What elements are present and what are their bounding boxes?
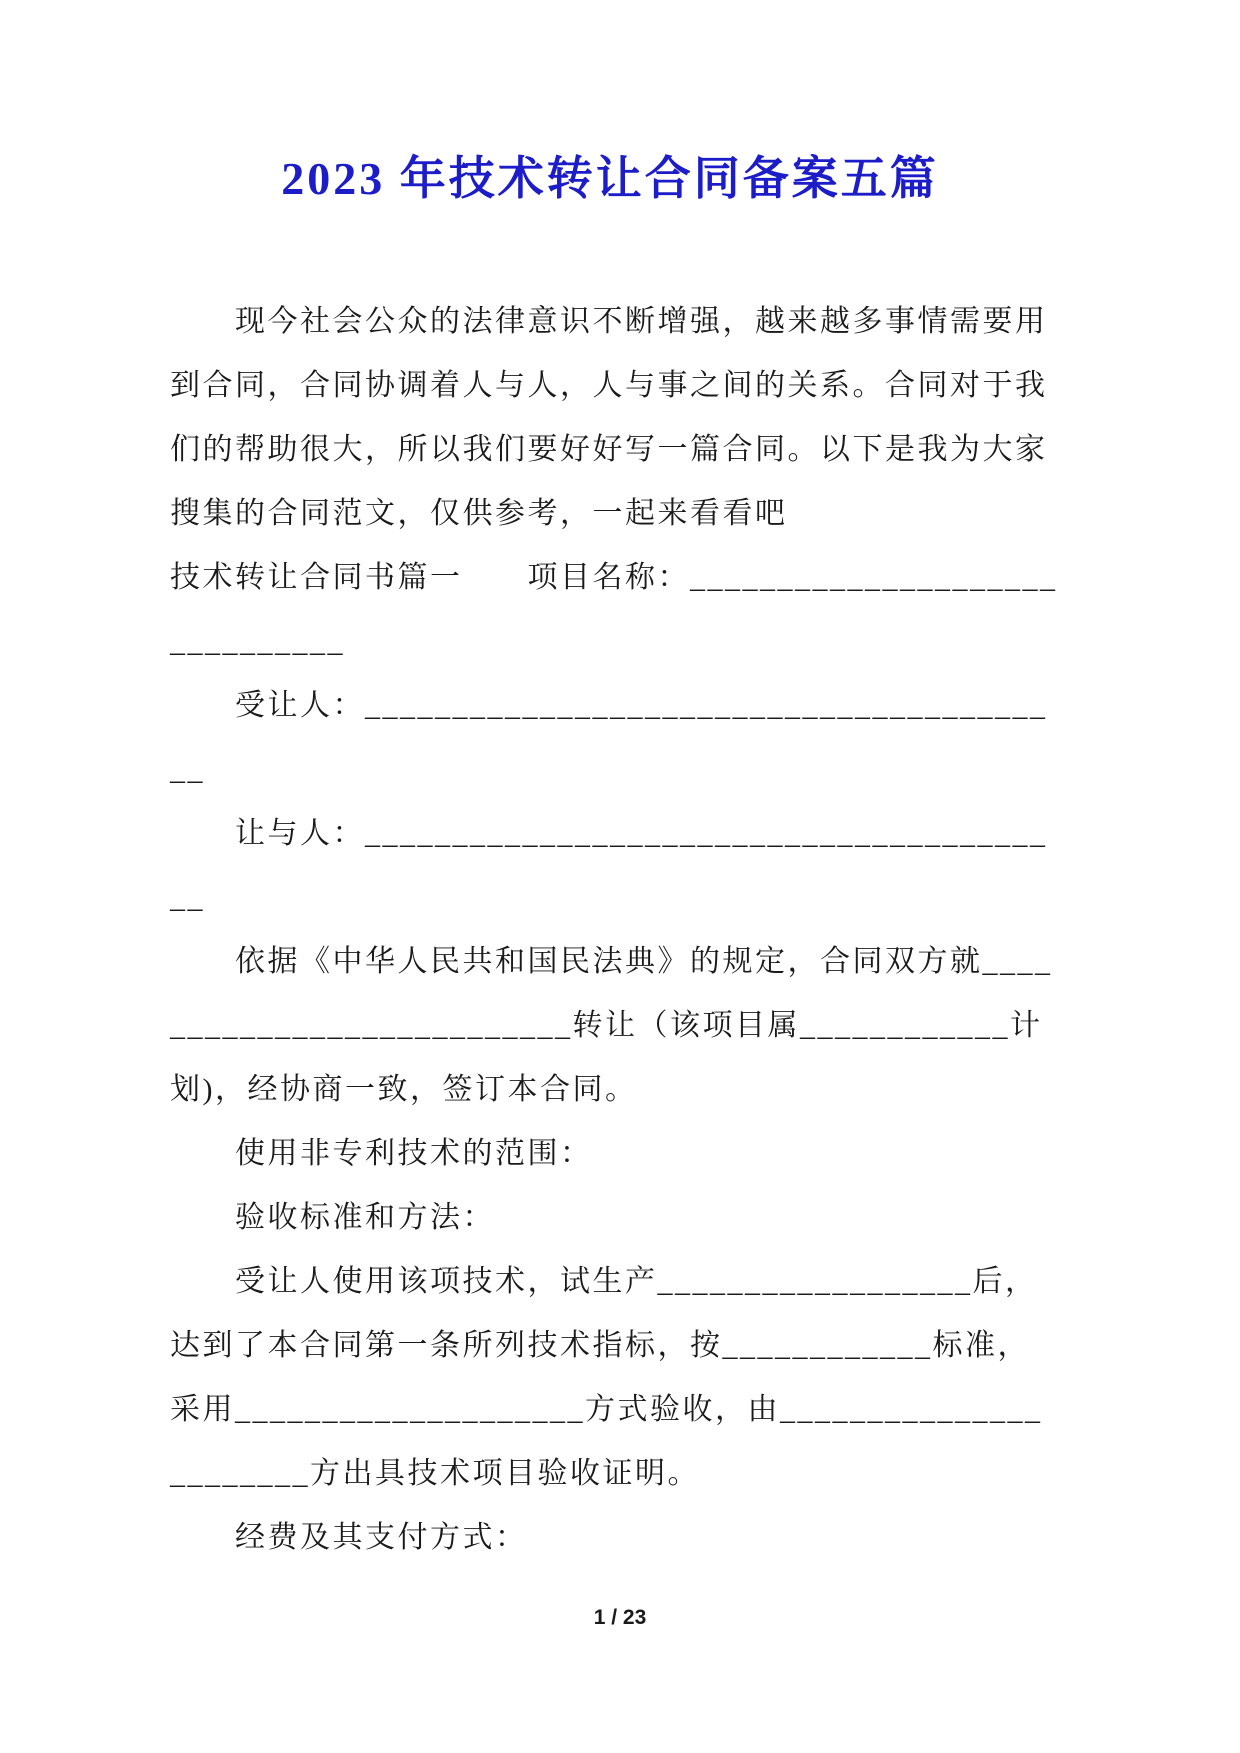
document-body: [170, 290, 1070, 1570]
text-line-transferee-blank: 受让人：_______________________________________: [170, 689, 1048, 722]
text-line: 验收标准和方法：: [170, 1201, 495, 1234]
text-line: 搜集的合同范文，仅供参考，一起来看看吧: [170, 497, 788, 530]
text-line: 到合同，合同协调着人与人，人与事之间的关系。合同对于我: [170, 369, 1048, 402]
text-line-blank-continuation: __: [170, 881, 205, 914]
text-line-transferor-blank: 让与人：_______________________________________: [170, 817, 1048, 850]
page-number: 1 / 23: [593, 1606, 647, 1629]
text-line: 受让人使用该项技术，试生产__________________后，: [170, 1265, 1038, 1298]
document-title: 2023 年技术转让合同备案五篇: [281, 153, 939, 204]
text-line: 划)，经协商一致，签订本合同。: [170, 1073, 638, 1106]
text-line: 经费及其支付方式：: [170, 1521, 528, 1554]
text-line: ________方出具技术项目验收证明。: [170, 1457, 700, 1490]
text-line: 采用____________________方式验收，由_______________: [170, 1393, 1043, 1426]
text-line: 现今社会公众的法律意识不断增强，越来越多事情需要用: [170, 305, 1048, 338]
text-line: 达到了本合同第一条所列技术指标，按____________标准，: [170, 1329, 1030, 1362]
text-line: 依据《中华人民共和国民法典》的规定，合同双方就____: [170, 945, 1053, 978]
text-line-project-name-blank: 技术转让合同书篇一 项目名称：_____________________: [170, 561, 1058, 594]
text-line-blank-continuation: __: [170, 753, 205, 786]
text-line-blank-continuation: __________: [170, 625, 345, 658]
text-line: 们的帮助很大，所以我们要好好写一篇合同。以下是我为大家: [170, 433, 1048, 466]
text-line: _______________________转让（该项目属____________计: [170, 1009, 1043, 1042]
text-line: 使用非专利技术的范围：: [170, 1137, 593, 1170]
